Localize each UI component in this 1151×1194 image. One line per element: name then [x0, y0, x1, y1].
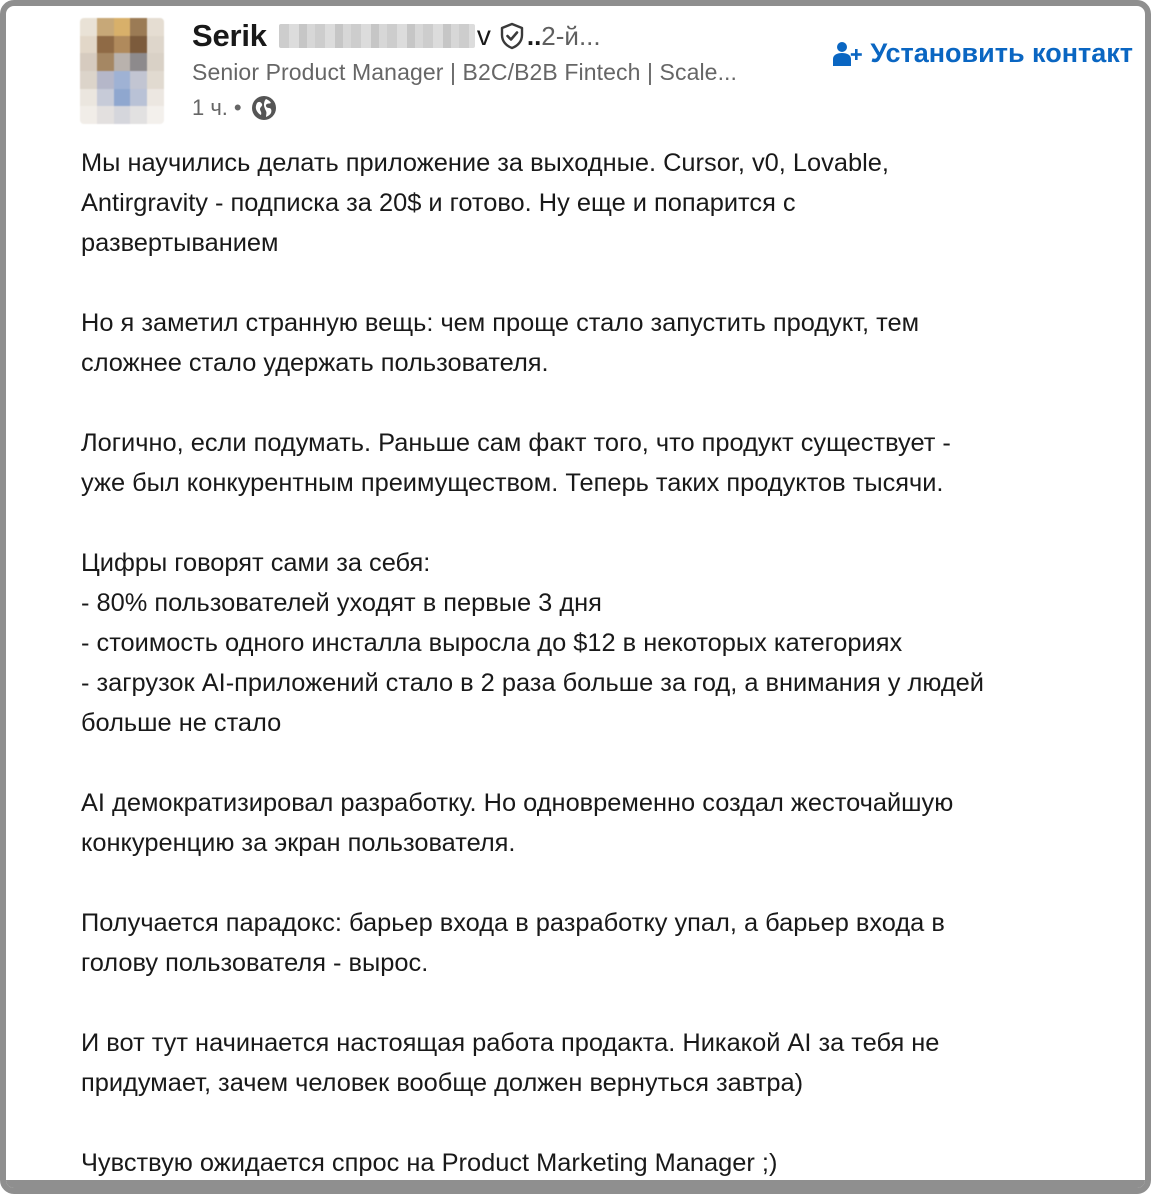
frame-bottom-edge [6, 1180, 1145, 1188]
post-paragraph [81, 783, 1141, 863]
post-paragraph [81, 143, 1141, 263]
author-line [192, 16, 812, 56]
post-line: Получается парадокс: барьер входа в разработку упал, а барьер входа в [81, 909, 945, 937]
globe-icon [250, 94, 278, 122]
post-text [81, 143, 1141, 1194]
post-line: Цифры говорят сами за себя: [81, 549, 431, 577]
meta-separator: • [233, 95, 242, 120]
post-paragraph [81, 543, 1141, 743]
degree-dots: .. [526, 20, 542, 51]
post-line: - 80% пользователей уходят в первые 3 дня [81, 589, 602, 617]
post-line: больше не стало [81, 709, 282, 737]
degree-label: 2-й... [541, 20, 601, 51]
post-paragraph [81, 1023, 1141, 1103]
post-line: развертыванием [81, 229, 279, 257]
post-paragraph [81, 423, 1141, 503]
post-paragraph [81, 903, 1141, 983]
post-meta [192, 94, 812, 122]
post-line: Мы научились делать приложение за выходные. Cursor, v0, Lovable, [81, 149, 889, 177]
post-line: конкуренцию за экран пользователя. [81, 829, 516, 857]
author-headline: Senior Product Manager | B2C/B2B Fintech | Scale... [192, 59, 738, 85]
redacted-surname [279, 24, 475, 48]
post-line: голову пользователя - вырос. [81, 949, 429, 977]
post-paragraph [81, 303, 1141, 383]
connect-label: Установить контакт [870, 38, 1133, 68]
avatar[interactable] [80, 18, 164, 124]
post-line: И вот тут начинается настоящая работа продакта. Никакой AI за тебя не [81, 1029, 940, 1057]
post-line: сложнее стало удержать пользователя. [81, 349, 549, 377]
connection-degree [527, 21, 601, 52]
post-line: Чувствую ожидается спрос на Product Marketing Manager ;) [81, 1149, 778, 1177]
post-line: AI демократизировал разработку. Но одновременно создал жесточайшую [81, 789, 954, 817]
post-line: Логично, если подумать. Раньше сам факт того, что продукт существует - [81, 429, 951, 457]
post-header [80, 16, 1133, 126]
post-line: Но я заметил странную вещь: чем проще стало запустить продукт, тем [81, 309, 920, 337]
post-line: - загрузок AI-приложений стало в 2 раза больше за год, а внимания у людей [81, 669, 984, 697]
post-paragraph [81, 1143, 1141, 1183]
post-line: Antirgravity - подписка за 20$ и готово. Ну еще и попарится с [81, 189, 796, 217]
surname-tail: v [476, 20, 491, 51]
add-person-icon [832, 39, 862, 69]
post-line: - стоимость одного инсталла выросла до $12 в некоторых категориях [81, 629, 903, 657]
post-line: придумает, зачем человек вообще должен вернуться завтра) [81, 1069, 804, 1097]
author-name[interactable]: Serik [192, 18, 267, 53]
connect-button[interactable] [832, 38, 1133, 69]
shield-check-icon [499, 22, 525, 50]
post-line: уже был конкурентным преимуществом. Теперь таких продуктов тысячи. [81, 469, 944, 497]
author-info [192, 16, 812, 122]
post-time: 1 ч. [192, 95, 228, 120]
